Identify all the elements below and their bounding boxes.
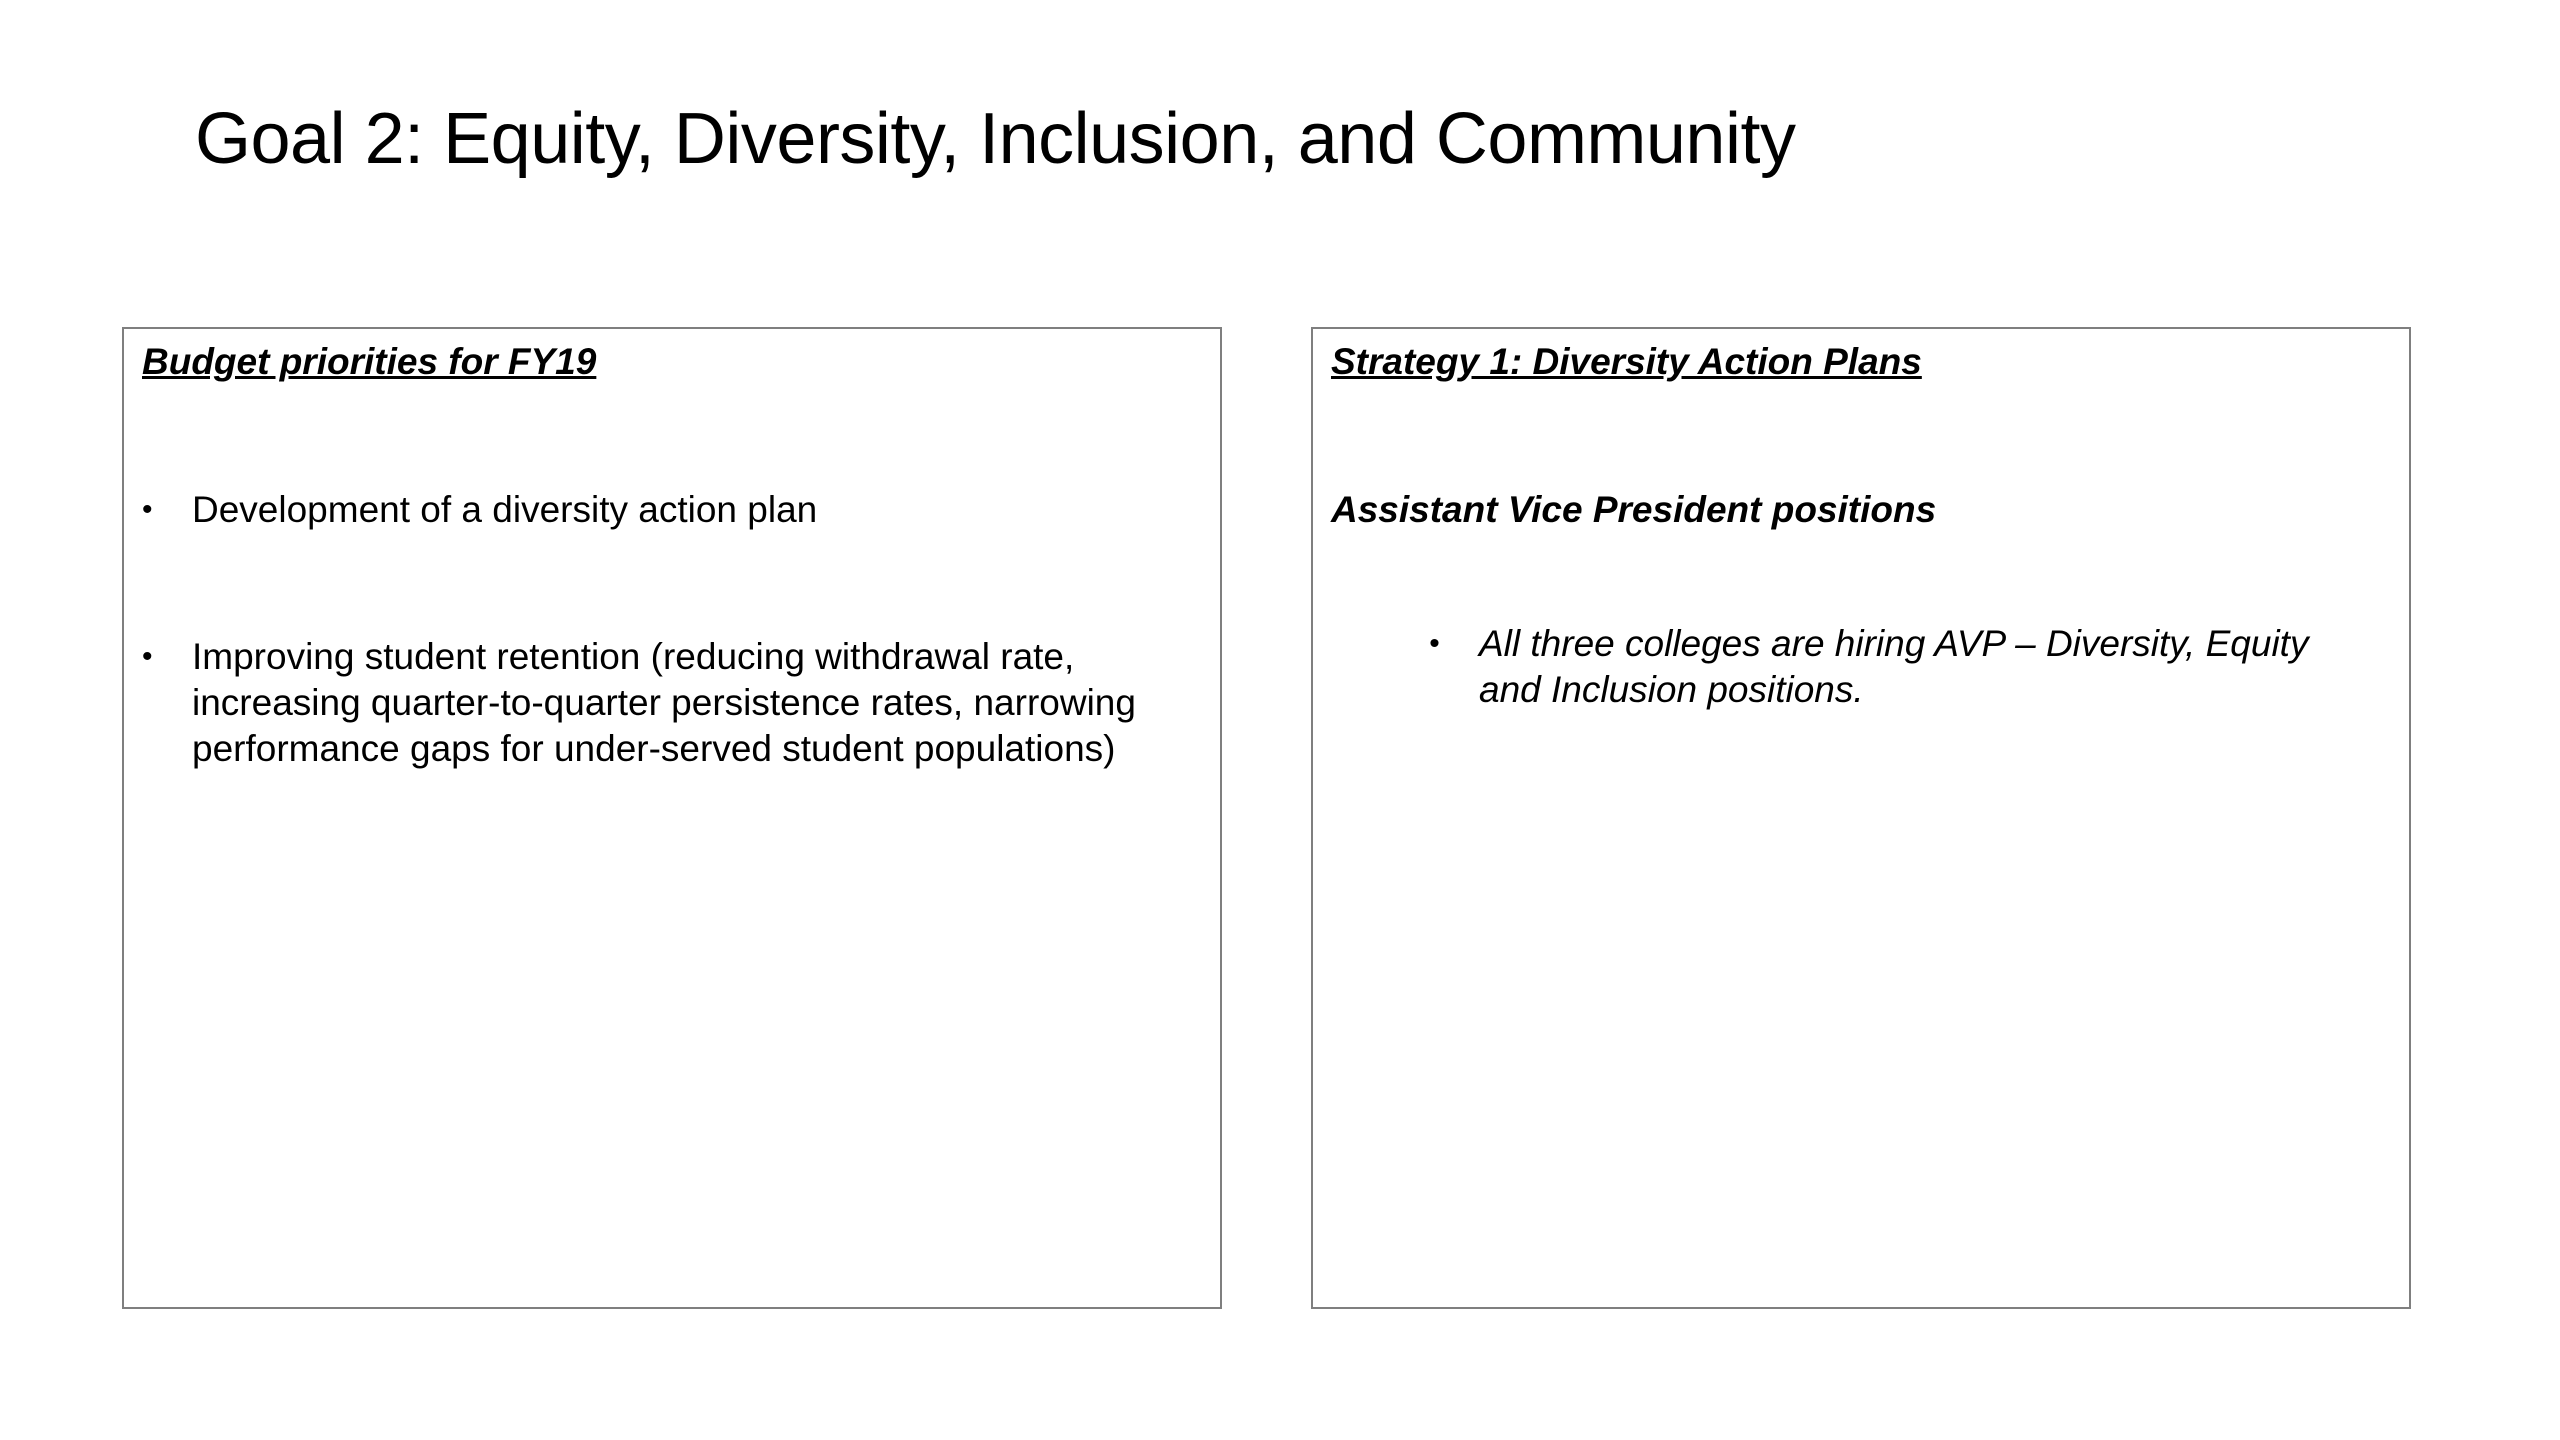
list-item [1429,621,2379,713]
bullet-icon: • [1429,627,1440,660]
slide-title: Goal 2: Equity, Diversity, Inclusion, and Community [195,99,1796,179]
list-item [142,487,1202,533]
bullet-icon: • [142,640,153,673]
avp-positions-subheading: Assistant Vice President positions [1331,489,1937,530]
bullet-icon: • [142,493,153,526]
avp-positions-list [1429,621,2391,713]
strategy-panel [1311,327,2411,1309]
list-item [142,634,1152,772]
list-item-text: All three colleges are hiring AVP – Diversity, Equity and Inclusion positions. [1479,623,2309,710]
list-item-text: Development of a diversity action plan [192,489,818,530]
budget-priorities-heading: Budget priorities for FY19 [142,341,597,382]
budget-priorities-panel [122,327,1222,1309]
list-item-text: Improving student retention (reducing withdrawal rate, increasing quarter-to-quarter persistence rates, narrowing performance gaps for under-served student populations) [192,636,1136,769]
strategy-heading: Strategy 1: Diversity Action Plans [1331,341,1922,382]
budget-priorities-list [142,487,1202,772]
